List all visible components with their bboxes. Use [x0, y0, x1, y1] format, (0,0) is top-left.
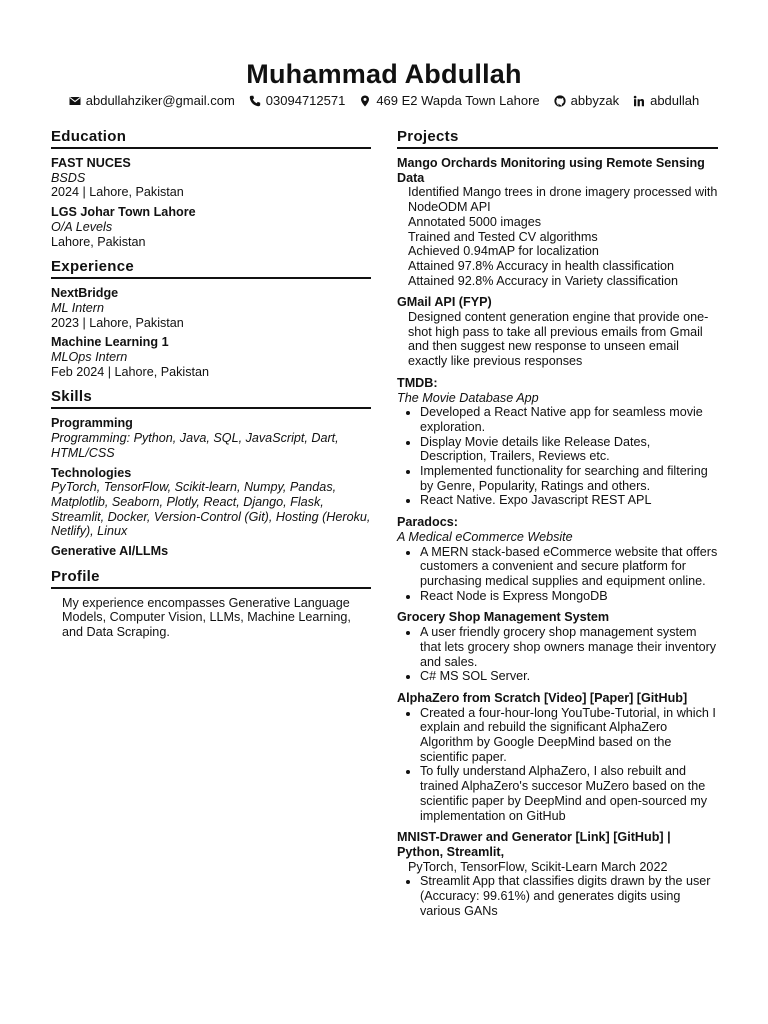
project-entry — [397, 515, 718, 603]
right-column — [397, 127, 718, 925]
section-heading: Profile — [51, 567, 371, 589]
skill-group-title: Programming — [51, 416, 133, 431]
list-item: • Display Movie details like Release Dates, Description, Trailers, Reviews etc. — [420, 435, 718, 464]
project-line: Achieved 0.94mAP for localization — [408, 244, 599, 259]
entry-meta: Lahore, Pakistan — [51, 234, 146, 249]
github-icon — [554, 95, 566, 107]
school-name: FAST NUCES — [51, 156, 131, 170]
project-title: GMail API (FYP) — [397, 295, 492, 310]
project-bullets — [397, 874, 718, 918]
list-item: • A MERN stack-based eCommerce website that offers customers a convenient and secure platform for purchasing medical supplies and equipment online. — [420, 545, 718, 589]
contact-phone[interactable] — [249, 92, 346, 109]
project-entry — [397, 830, 718, 918]
project-bullets — [397, 706, 718, 824]
contact-email[interactable] — [69, 92, 235, 109]
contact-bar — [0, 92, 768, 109]
skill-group — [51, 466, 371, 540]
project-line: Identified Mango trees in drone imagery processed with NodeODM API — [408, 185, 718, 215]
project-entry — [397, 295, 718, 369]
profile-text: My experience encompasses Generative Language Models, Computer Vision, LLMs, Machine Learning, and Data Scraping. — [62, 595, 351, 640]
project-line: Designed content generation engine that provide one-shot high pass to take all previous emails from Gmail and then suggest new response to unseen email exactly like previous responses — [408, 310, 709, 369]
list-item: • React Node is Express MongoDB — [420, 589, 718, 604]
list-item: • Developed a React Native app for seamless movie exploration. — [420, 405, 718, 434]
candidate-name: Muhammad Abdullah — [246, 59, 522, 89]
company-name: Machine Learning 1 — [51, 335, 169, 350]
project-title: Paradocs: — [397, 515, 458, 530]
map-pin-icon — [359, 95, 371, 107]
skills-section — [51, 387, 371, 558]
project-bullets — [397, 625, 718, 684]
contact-github[interactable] — [554, 92, 619, 109]
skill-group — [51, 544, 371, 559]
skill-group-title: Technologies — [51, 465, 132, 480]
contact-linkedin[interactable] — [633, 92, 699, 109]
left-column — [51, 127, 371, 648]
project-title: Mango Orchards Monitoring using Remote Sensing Data — [397, 156, 705, 185]
company-name: NextBridge — [51, 286, 119, 301]
project-entry — [397, 610, 718, 684]
experience-entry — [51, 286, 371, 330]
phone-text: 03094712571 — [265, 93, 346, 108]
section-heading: Skills — [51, 387, 371, 409]
list-item: • A user friendly grocery shop management system that lets grocery shop owners manage their inventory and sales. — [420, 625, 718, 669]
degree: BSDS — [51, 170, 86, 185]
role: MLOps Intern — [51, 350, 128, 365]
project-title: TMDB: — [397, 375, 438, 390]
skill-group-detail: Programming: Python, Java, SQL, JavaScript, Dart, HTML/CSS — [51, 431, 339, 460]
project-line: Trained and Tested CV algorithms — [408, 229, 598, 244]
project-subtitle: The Movie Database App — [397, 390, 539, 405]
education-section — [51, 127, 371, 249]
section-heading: Education — [51, 127, 371, 149]
list-item: • Streamlit App that classifies digits drawn by the user (Accuracy: 99.61%) and generates digits using various GANs — [420, 874, 718, 918]
entry-meta: 2024 | Lahore, Pakistan — [51, 185, 184, 200]
profile-section — [51, 567, 371, 640]
project-entry — [397, 376, 718, 508]
github-text: abbyzak — [570, 93, 620, 108]
phone-icon — [249, 95, 261, 107]
list-item: • Created a four-hour-long YouTube-Tutorial, in which I explain and rebuild the significant AlphaZero Algorithm by Google DeepMind based on the scientific paper. — [420, 706, 718, 765]
project-bullets — [397, 405, 718, 508]
list-item: • To fully understand AlphaZero, I also rebuilt and trained AlphaZero's succesor MuZero based on the scientific paper by DeepMind and open-sourced my implementation on GitHub — [420, 764, 718, 823]
skill-group-detail: PyTorch, TensorFlow, Scikit-learn, Numpy, Pandas, Matplotlib, Seaborn, Plotly, React, Django, Flask, Streamlit, Docker, Version-Control (Git), Hosting (Heroku, Netlify), Linux — [51, 480, 371, 539]
list-item: • C# MS SOL Server. — [420, 669, 718, 684]
project-title: AlphaZero from Scratch [Video] [Paper] [GitHub] — [397, 690, 688, 705]
education-entry — [51, 205, 371, 249]
project-title: MNIST-Drawer and Generator [Link] [GitHub] | Python, Streamlit, — [397, 830, 671, 859]
linkedin-icon — [633, 95, 645, 107]
project-entry — [397, 156, 718, 288]
entry-meta: Feb 2024 | Lahore, Pakistan — [51, 364, 209, 379]
entry-meta: 2023 | Lahore, Pakistan — [51, 315, 184, 330]
project-line: Attained 97.8% Accuracy in health classification — [408, 258, 675, 273]
list-item: • Implemented functionality for searching and filtering by Genre, Popularity, Ratings and others. — [420, 464, 718, 493]
experience-section — [51, 257, 371, 379]
skill-group-title: Generative AI/LLMs — [51, 544, 169, 559]
education-entry — [51, 156, 371, 200]
school-name: LGS Johar Town Lahore — [51, 205, 196, 220]
skill-group — [51, 416, 371, 460]
experience-entry — [51, 335, 371, 379]
project-bullets — [397, 545, 718, 604]
list-item: • React Native. Expo Javascript REST APL — [420, 493, 718, 508]
project-entry — [397, 691, 718, 823]
linkedin-text: abdullah — [650, 93, 700, 108]
project-line: Annotated 5000 images — [408, 214, 542, 229]
project-title: Grocery Shop Management System — [397, 610, 610, 625]
envelope-icon — [69, 95, 81, 107]
project-line: PyTorch, TensorFlow, Scikit-Learn March 2022 — [408, 859, 668, 874]
section-heading: Experience — [51, 257, 371, 279]
section-heading: Projects — [397, 127, 718, 149]
degree: O/A Levels — [51, 219, 113, 234]
email-text: abdullahziker@gmail.com — [85, 93, 235, 108]
project-line: Attained 92.8% Accuracy in Variety classification — [408, 273, 678, 288]
role: ML Intern — [51, 300, 104, 315]
location-text: 469 E2 Wapda Town Lahore — [376, 93, 540, 108]
project-subtitle: A Medical eCommerce Website — [397, 529, 573, 544]
contact-location — [359, 92, 539, 109]
